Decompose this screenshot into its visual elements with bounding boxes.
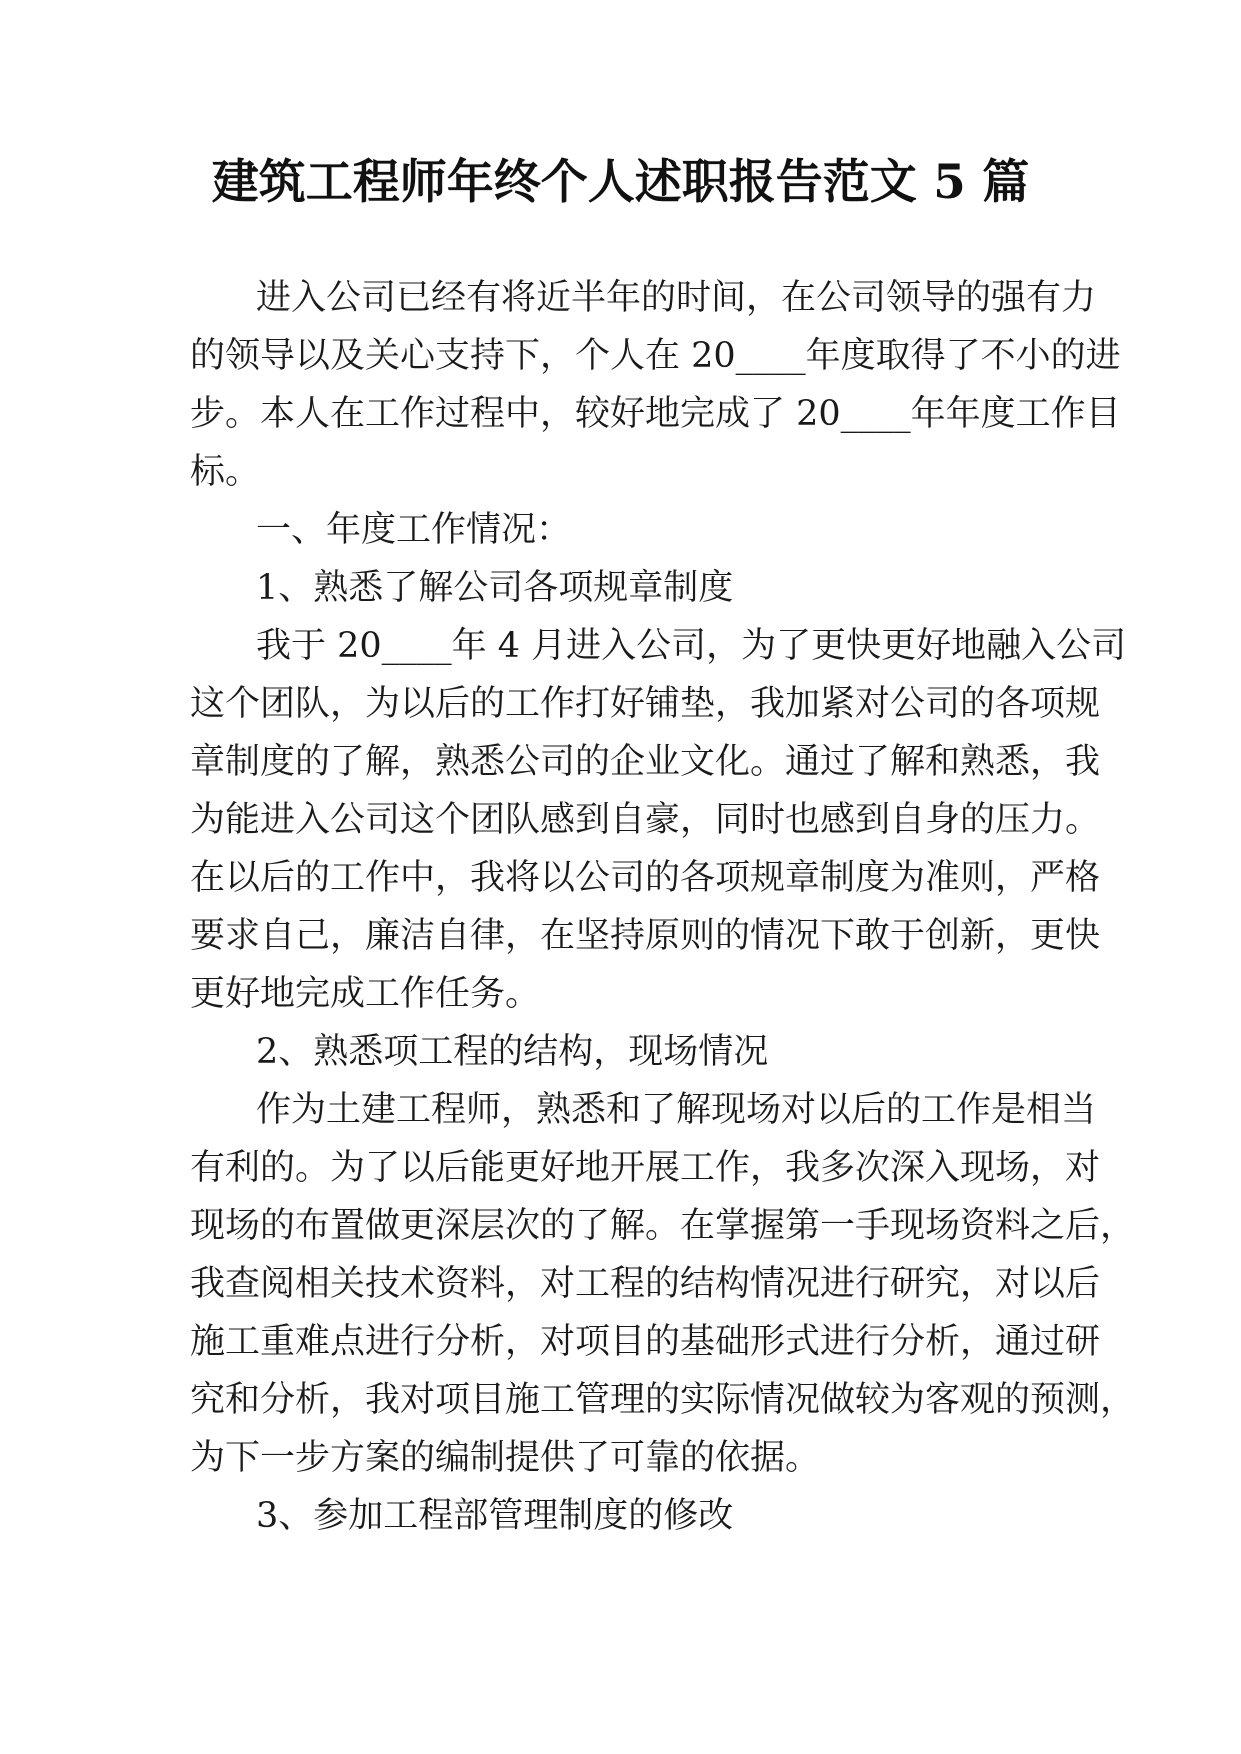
text-line: 这个团队，为以后的工作打好铺垫，我加紧对公司的各项规 <box>190 684 1101 724</box>
text-line: 我于 20____年 4 月进入公司，为了更快更好地融入公司 <box>256 626 1127 666</box>
text-line: 步。本人在工作过程中，较好地完成了 20____年年度工作目 <box>190 394 1121 434</box>
text-line: 要求自己，廉洁自律，在坚持原则的情况下敢于创新，更快 <box>190 916 1101 956</box>
text-line: 有利的。为了以后能更好地开展工作，我多次深入现场，对 <box>190 1148 1101 1188</box>
text-line: 在以后的工作中，我将以公司的各项规章制度为准则，严格 <box>190 858 1101 898</box>
text-line: 我查阅相关技术资料，对工程的结构情况进行研究，对以后 <box>190 1264 1101 1304</box>
text-line: 更好地完成工作任务。 <box>190 974 541 1014</box>
text-line: 标。 <box>190 452 261 492</box>
text-line: 究和分析，我对项目施工管理的实际情况做较为客观的预测， <box>190 1380 1136 1420</box>
text-line: 2、熟悉项工程的结构，现场情况 <box>256 1032 769 1072</box>
text-line: 的领导以及关心支持下，个人在 20____年度取得了不小的进 <box>190 336 1121 376</box>
text-line: 一、年度工作情况： <box>256 510 572 550</box>
text-line: 章制度的了解，熟悉公司的企业文化。通过了解和熟悉，我 <box>190 742 1101 782</box>
text-line: 1、熟悉了解公司各项规章制度 <box>256 568 734 608</box>
text-line: 为下一步方案的编制提供了可靠的依据。 <box>190 1438 821 1478</box>
document-title: 建筑工程师年终个人述职报告范文 5 篇 <box>211 155 1030 210</box>
text-line: 3、参加工程部管理制度的修改 <box>256 1496 734 1536</box>
text-line: 作为土建工程师，熟悉和了解现场对以后的工作是相当 <box>256 1090 1097 1130</box>
text-line: 进入公司已经有将近半年的时间，在公司领导的强有力 <box>256 278 1097 318</box>
text-line: 施工重难点进行分析，对项目的基础形式进行分析，通过研 <box>190 1322 1101 1362</box>
document-body <box>190 269 1136 1545</box>
text-line: 现场的布置做更深层次的了解。在掌握第一手现场资料之后， <box>190 1206 1136 1246</box>
text-line: 为能进入公司这个团队感到自豪，同时也感到自身的压力。 <box>190 800 1101 840</box>
